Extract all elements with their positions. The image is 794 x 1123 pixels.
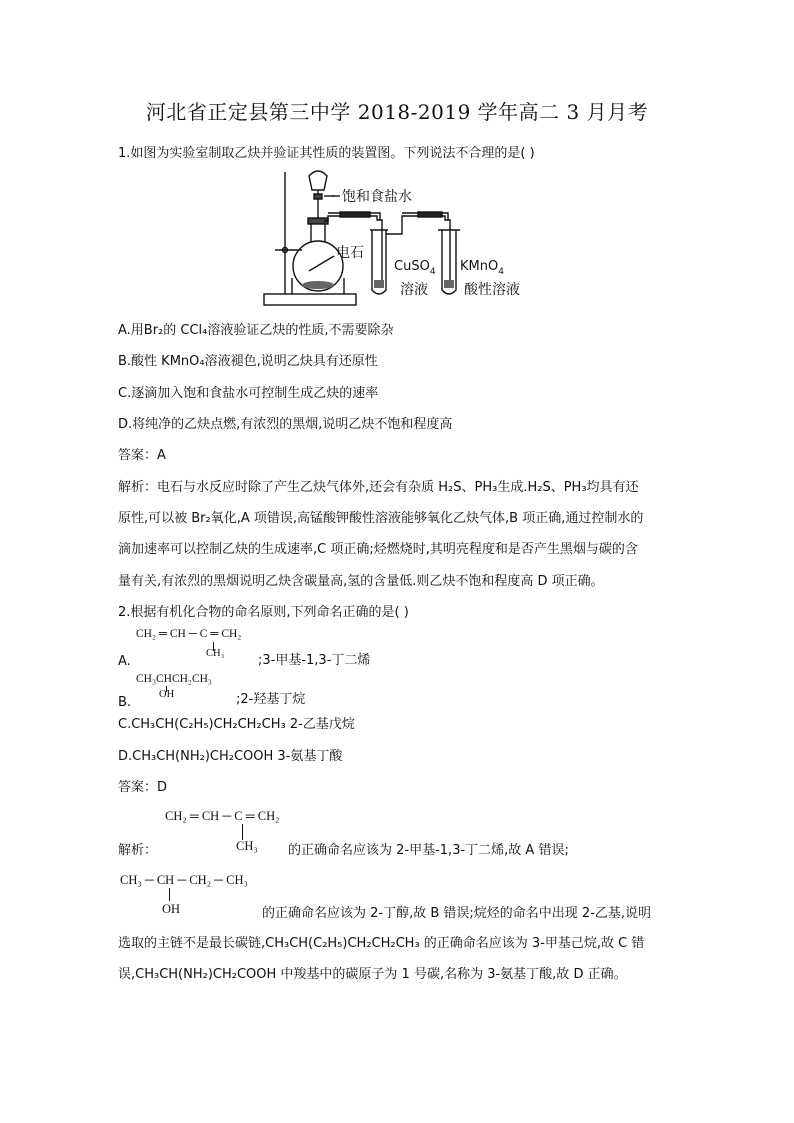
kmno4-liquid bbox=[444, 280, 454, 288]
stand-base bbox=[264, 294, 356, 305]
q1-option-a: A.用Br₂的 CCl₄溶液验证乙炔的性质,不需要除杂 bbox=[118, 323, 394, 338]
q2-analysis-line-2: 的正确命名应该为 2-丁醇,故 B 错误;烷烃的命名中出现 2-乙基,说明 bbox=[262, 906, 652, 921]
apparatus-figure bbox=[262, 168, 540, 310]
q2-option-a-branch: CH₃ bbox=[206, 648, 225, 659]
q2-analysis-formula-2: CH₃ ─ CH ─ CH₂ ─ CH₃ bbox=[120, 873, 248, 887]
label-cuso4-solution: 溶液 bbox=[400, 282, 428, 298]
q1-option-b: B.酸性 KMnO₄溶液褪色,说明乙炔具有还原性 bbox=[118, 354, 378, 369]
q2-option-c: C.CH₃CH(C₂H₅)CH₂CH₂CH₃ 2-乙基戊烷 bbox=[118, 717, 355, 732]
q2-option-a-formula: CH₂ ═ CH ─ C ═ CH₂ bbox=[136, 628, 242, 640]
q2-option-a-name: ;3-甲基-1,3-丁二烯 bbox=[258, 653, 371, 668]
q2-analysis-formula-2-bond bbox=[169, 888, 170, 901]
label-kmno4: KMnO$_4$ bbox=[460, 259, 504, 277]
label-carbide: 电石 bbox=[336, 245, 364, 261]
q2-analysis-formula-1-branch: CH₃ bbox=[236, 839, 258, 853]
q1-analysis-line-1: 解析：电石与水反应时除了产生乙炔气体外,还会有杂质 H₂S、PH₃生成.H₂S、PH₃均具有还 bbox=[118, 480, 639, 495]
q2-option-b-branch: OH bbox=[159, 689, 175, 700]
q2-analysis-formula-2-branch: OH bbox=[162, 902, 181, 916]
q2-analysis-formula-1: CH₂ ═ CH ─ C ═ CH₂ bbox=[165, 809, 280, 823]
q2-analysis-label: 解析： bbox=[118, 843, 158, 858]
label-saltwater: 饱和食盐水 bbox=[342, 189, 412, 205]
page-title: 河北省正定县第三中学 2018-2019 学年高二 3 月月考 bbox=[145, 100, 649, 124]
cuso4-liquid bbox=[374, 280, 384, 288]
label-cuso4: CuSO$_4$ bbox=[394, 259, 436, 277]
q2-option-b-label: B. bbox=[118, 695, 132, 710]
carbide-solid bbox=[302, 281, 334, 289]
q1-option-c: C.逐滴加入饱和食盐水可控制生成乙炔的速率 bbox=[118, 386, 379, 401]
q1-analysis-line-2: 原性,可以被 Br₂氧化,A 项错误,高锰酸钾酸性溶液能够氧化乙炔气体,B 项正确,通过控制水的 bbox=[118, 511, 644, 526]
q1-analysis-line-4: 量有关,有浓烈的黑烟说明乙炔含碳量高,氢的含量低.则乙炔不饱和程度高 D 项正确。 bbox=[118, 574, 604, 589]
q1-answer: 答案：A bbox=[118, 448, 166, 463]
separatory-funnel bbox=[309, 171, 327, 190]
q1-stem: 1.如图为实验室制取乙炔并验证其性质的装置图。下列说法不合理的是( ) bbox=[118, 146, 535, 161]
q1-option-d: D.将纯净的乙炔点燃,有浓烈的黑烟,说明乙炔不饱和程度高 bbox=[118, 417, 453, 432]
q2-analysis-formula-1-bond bbox=[242, 824, 243, 840]
q2-option-d: D.CH₃CH(NH₂)CH₂COOH 3-氨基丁酸 bbox=[118, 749, 343, 764]
label-kmno4-solution: 酸性溶液 bbox=[464, 282, 520, 298]
q2-answer: 答案：D bbox=[118, 780, 168, 795]
q2-option-a-label: A. bbox=[118, 654, 131, 669]
q1-analysis-line-3: 滴加速率可以控制乙炔的生成速率,C 项正确;烃燃烧时,其明亮程度和是否产生黑烟与碳的含 bbox=[118, 542, 638, 557]
q2-option-b-formula: CH₃CHCH₂CH₃ bbox=[136, 673, 212, 685]
q2-analysis-line-4: 误,CH₃CH(NH₂)CH₂COOH 中羧基中的碳原子为 1 号碳,名称为 3-氨基丁酸,故 D 正确。 bbox=[118, 967, 627, 982]
q2-analysis-line-3: 选取的主链不是最长碳链,CH₃CH(C₂H₅)CH₂CH₂CH₃ 的正确命名应该为 3-甲基己烷,故 C 错 bbox=[118, 936, 645, 951]
q2-analysis-line-1: 的正确命名应该为 2-甲基-1,3-丁二烯,故 A 错误; bbox=[288, 843, 569, 858]
q2-option-b-name: ;2-羟基丁烷 bbox=[236, 692, 306, 707]
q2-stem: 2.根据有机化合物的命名原则,下列命名正确的是( ) bbox=[118, 605, 409, 620]
